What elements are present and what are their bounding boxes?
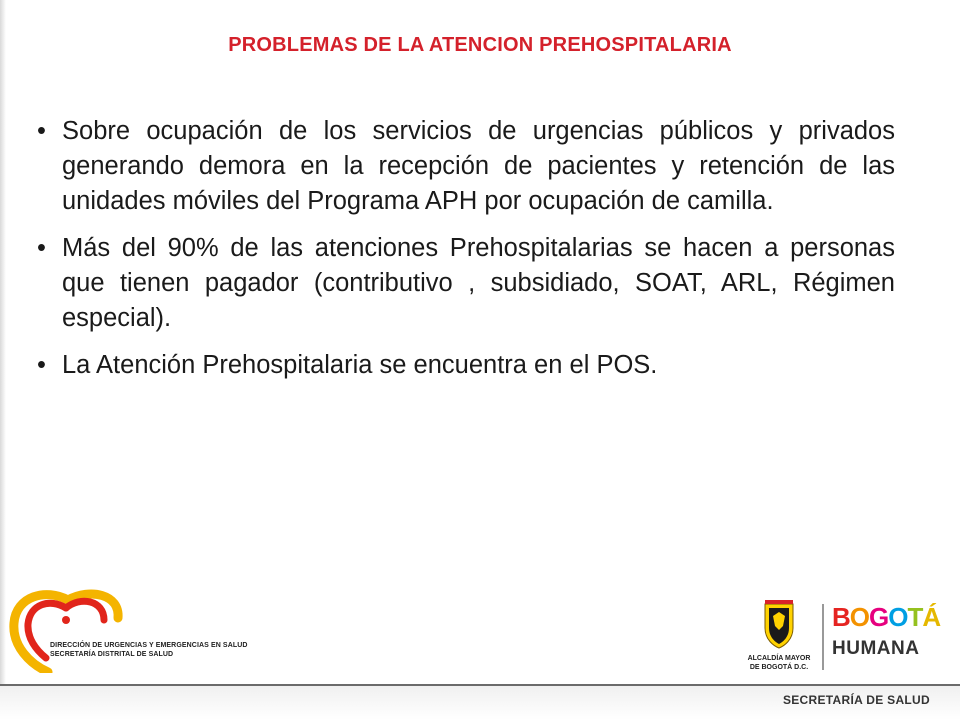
- alcaldia-line2: DE BOGOTÁ D.C.: [749, 664, 809, 671]
- bogota-letter: G: [869, 602, 889, 632]
- footer-logo-divider: [822, 604, 824, 670]
- urgencias-heart-logo-icon: [8, 588, 208, 673]
- urgencias-logo-line2: SECRETARÍA DISTRITAL DE SALUD: [50, 651, 174, 658]
- slide-left-edge: [0, 0, 6, 720]
- secretaria-label: SECRETARÍA DE SALUD: [782, 693, 930, 707]
- bullet-item: [37, 231, 895, 336]
- bullet-item: [37, 114, 895, 219]
- urgencias-logo-line1: DIRECCIÓN DE URGENCIAS Y EMERGENCIAS EN SALUD: [50, 642, 248, 649]
- bullet-marker: •: [37, 351, 46, 379]
- bullet-marker: •: [37, 117, 46, 145]
- bogota-coat-of-arms-icon: [762, 600, 796, 650]
- urgencias-logo-text: [50, 641, 248, 659]
- bogota-letter: B: [832, 602, 850, 632]
- bullet-text: Más del 90% de las atenciones Prehospitalarias se hacen a personas que tienen pagador (contributivo , subsidiado, SOAT, ARL, Régimen especial).: [62, 234, 895, 332]
- humana-wordmark: HUMANA: [832, 638, 920, 659]
- alcaldia-caption: [738, 654, 820, 672]
- alcaldia-line1: ALCALDÍA MAYOR: [747, 655, 811, 662]
- bullet-text: Sobre ocupación de los servicios de urgencias públicos y privados generando demora en la recepción de pacientes y retención de las unidades móviles del Programa APH por ocupación de camilla.: [62, 117, 895, 215]
- bogota-letter: T: [907, 602, 923, 632]
- bullet-text: La Atención Prehospitalaria se encuentra en el POS.: [62, 351, 658, 379]
- bogota-letter: O: [849, 602, 870, 632]
- bogota-wordmark: [832, 604, 942, 630]
- bullet-marker: •: [37, 234, 46, 262]
- bullet-item: [37, 348, 895, 383]
- bogota-letter: Á: [922, 602, 941, 632]
- bogota-humana-logo: [832, 604, 942, 660]
- bogota-letter: O: [888, 602, 908, 632]
- slide-title: PROBLEMAS DE LA ATENCION PREHOSPITALARIA: [228, 34, 732, 56]
- bullet-list: [37, 114, 895, 395]
